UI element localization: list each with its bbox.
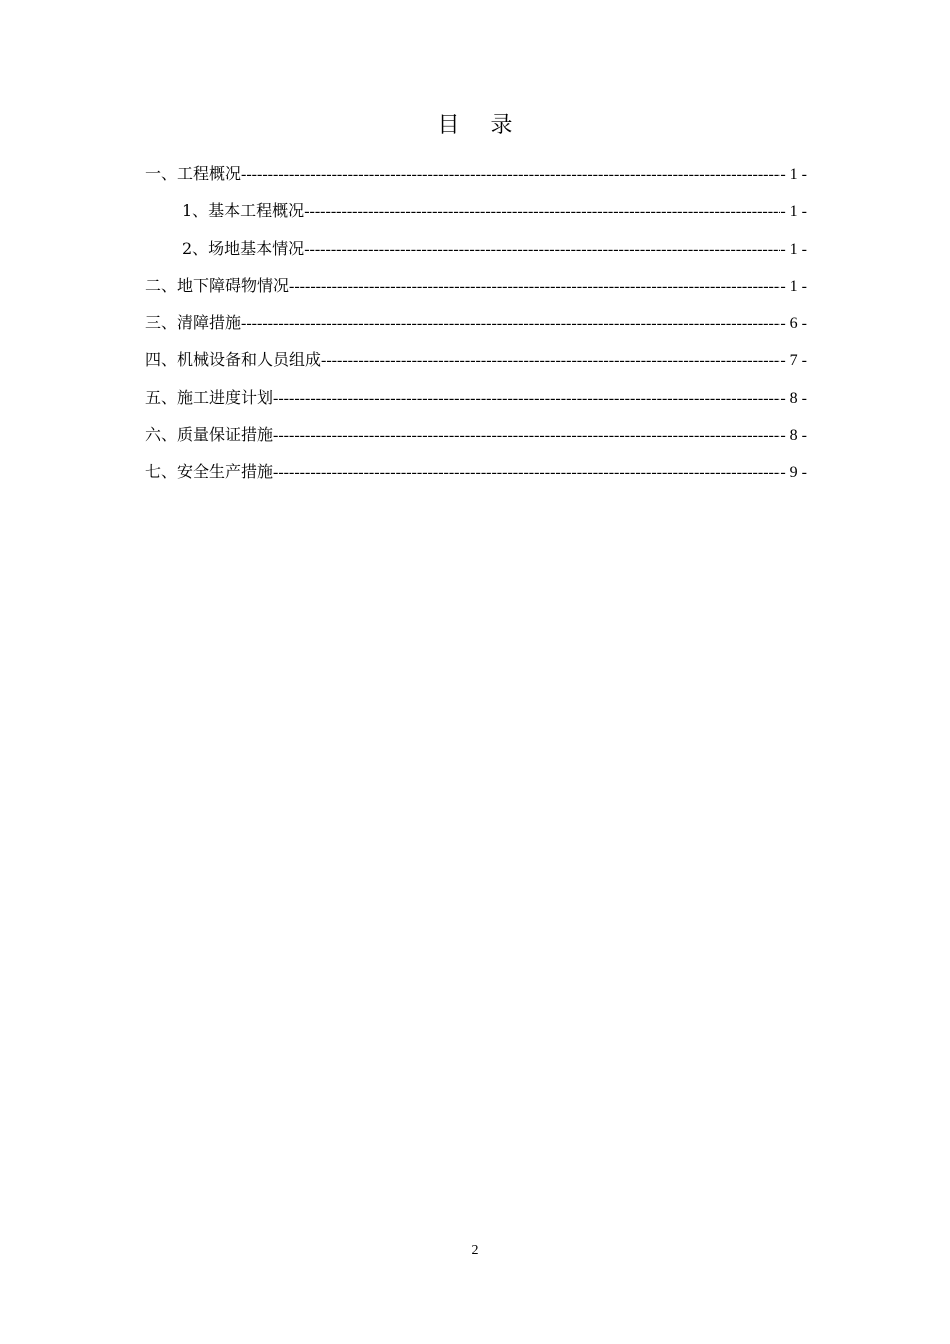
toc-leader-dashes <box>273 417 780 453</box>
toc-entry-label: 六、质量保证措施 <box>145 425 274 445</box>
toc-entry-page: - 7 - <box>780 352 807 370</box>
toc-entry-page: - 1 - <box>780 203 807 221</box>
toc-entry-label: 三、清障措施 <box>145 313 242 333</box>
toc-entry[interactable] <box>145 304 807 341</box>
toc-entry-page: - 8 - <box>780 389 807 407</box>
toc-leader-dashes <box>241 305 780 341</box>
toc-leader-dashes <box>304 231 780 267</box>
toc-leader-dashes <box>304 193 780 229</box>
toc-title: 目 录 <box>437 113 525 138</box>
toc-entry-label: 七、安全生产措施 <box>145 462 274 482</box>
toc-leader-dashes <box>321 342 780 378</box>
toc-entry-label: 五、施工进度计划 <box>145 387 274 407</box>
toc-entry-label: 二、地下障碍物情况 <box>145 275 290 295</box>
toc-entry-page: - 8 - <box>780 427 807 445</box>
toc-entry-page: - 6 - <box>780 315 807 333</box>
toc-entry[interactable] <box>145 416 807 453</box>
toc-leader-dashes <box>289 268 780 304</box>
toc-entry[interactable] <box>145 453 807 490</box>
toc-entry-page: - 1 - <box>780 277 807 295</box>
toc-entry[interactable] <box>145 192 807 229</box>
toc-entry-label: 四、机械设备和人员组成 <box>145 350 322 370</box>
toc-entry-label: 2、场地基本情况 <box>182 238 305 258</box>
toc-leader-dashes <box>273 454 780 490</box>
toc-entry-page: - 1 - <box>780 240 807 258</box>
toc-entry[interactable] <box>145 230 807 267</box>
toc-entry-page: - 9 - <box>780 464 807 482</box>
toc-entry[interactable] <box>145 155 807 192</box>
toc-entry-page: - 1 - <box>780 166 807 183</box>
table-of-contents <box>145 155 807 491</box>
toc-entry[interactable] <box>145 341 807 378</box>
toc-entry-label: 1、基本工程概况 <box>182 201 305 221</box>
toc-leader-dashes <box>241 156 780 192</box>
toc-entry[interactable] <box>145 379 807 416</box>
toc-entry-label: 一、工程概况 <box>145 164 242 183</box>
toc-leader-dashes <box>273 380 780 416</box>
toc-entry[interactable] <box>145 267 807 304</box>
page-number: 2 <box>471 1243 479 1258</box>
